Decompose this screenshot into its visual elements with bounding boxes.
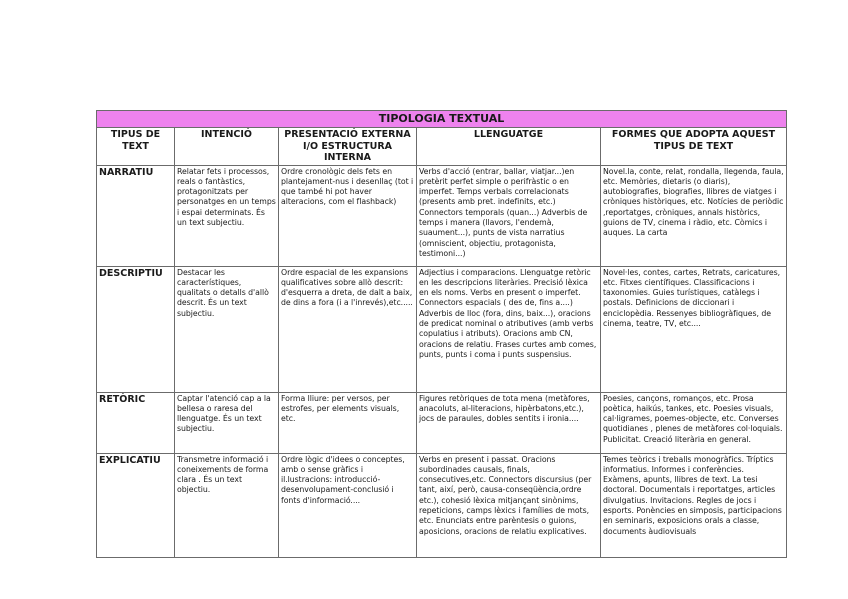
cell-intencio: Transmetre informació i coneixements de forma clara . És un text objectiu. [175, 453, 279, 557]
header-llenguatge: LLENGUATGE [417, 128, 601, 166]
cell-intencio: Relatar fets i processos, reals o fantàstics, protagonitzats per personatges en un temps i espai determinats. És un text subjectiu. [175, 165, 279, 266]
cell-llenguatge: Verbs d'acció (entrar, ballar, viatjar...)en pretèrit perfet simple o perifràstic o en imperfet. Temps verbals correlacionats (presents amb pret. indefinits, etc.) Connectors temporals (quan...) Adverbis de temps i manera (llavors, l'endemà, suaument...), punts de vista narratius (omniscient, objectiu, protagonista, testimoni...) [417, 165, 601, 266]
cell-presentacio: Ordre espacial de les expansions qualificatives sobre allò descrit: d'esquerra a dreta, de dalt a baix, de dins a fora (i a l'inrevés),etc..... [279, 266, 417, 392]
header-tipus: TIPUS DE TEXT [97, 128, 175, 166]
typology-table [96, 110, 787, 558]
cell-presentacio: Forma lliure: per versos, per estrofes, per elements visuals, etc. [279, 392, 417, 453]
cell-presentacio: Ordre cronològic dels fets en plantejament-nus i desenllaç (tot i que també hi pot haver alteracions, com el flashback) [279, 165, 417, 266]
cell-intencio: Captar l'atenció cap a la bellesa o raresa del llenguatge. És un text subjectiu. [175, 392, 279, 453]
row-type-label: NARRATIU [97, 165, 175, 266]
cell-llenguatge: Adjectius i comparacions. Llenguatge retòric en les descripcions literàries. Precisió lèxica en els noms. Verbs en present o imperfet. Connectors espacials ( des de, fins a....) Adverbis de lloc (fora, dins, baix...), oracions de predicat nominal o atributives (amb verbs copulatius i atributs). Oracions amb CN, oracions de relatiu. Frases curtes amb comes, punts, punts i coma i punts suspensius. [417, 266, 601, 392]
cell-formes: Temes teòrics i treballs monogràfics. Tríptics informatius. Informes i conferències. Exàmens, apunts, llibres de text. La tesi doctoral. Documentals i reportatges, articles divulgatius. Invitacions. Regles de jocs i esports. Ponències en simposis, participacions en seminaris, exposicions orals a classe, documents àudiovisuals [601, 453, 787, 557]
cell-llenguatge: Verbs en present i passat. Oracions subordinades causals, finals, consecutives,etc. Connectors discursius (per tant, així, però, causa-conseqüència,ordre etc.), cohesió lèxica mitjançant sinònims, repeticions, camps lèxics i famílies de mots, etc. Enunciats entre parèntesis o guions, aposicions, oracions de relatiu explicatives. [417, 453, 601, 557]
cell-intencio: Destacar les característiques, qualitats o detalls d'allò descrit. És un text subjectiu. [175, 266, 279, 392]
table-row [97, 266, 787, 392]
header-intencio: INTENCIÓ [175, 128, 279, 166]
header-formes: FORMES QUE ADOPTA AQUEST TIPUS DE TEXT [601, 128, 787, 166]
cell-formes: Novel·les, contes, cartes, Retrats, caricatures, etc. Fitxes científiques. Classificacions i taxonomies. Guies turístiques, catàlegs i postals. Definicions de diccionari i enciclopèdia. Ressenyes bibliogràfiques, de cinema, teatre, TV, etc.... [601, 266, 787, 392]
cell-formes: Poesies, cançons, romanços, etc. Prosa poètica, haikús, tankes, etc. Poesies visuals, cal·ligrames, poemes-objecte, etc. Converses quotidianes , plenes de metàfores col·loquials. Publicitat. Creació literària en general. [601, 392, 787, 453]
cell-presentacio: Ordre lògic d'idees o conceptes, amb o sense gràfics i il.lustracions: introducció-desenvolupament-conclusió i fonts d'informació.... [279, 453, 417, 557]
table-row [97, 165, 787, 266]
table-title: TIPOLOGIA TEXTUAL [97, 111, 787, 128]
header-presentacio: PRESENTACIÓ EXTERNA I/O ESTRUCTURA INTERNA [279, 128, 417, 166]
table-row [97, 392, 787, 453]
row-type-label: EXPLICATIU [97, 453, 175, 557]
document-page [96, 110, 786, 558]
row-type-label: RETÒRIC [97, 392, 175, 453]
table-row [97, 453, 787, 557]
cell-formes: Novel.la, conte, relat, rondalla, llegenda, faula, etc. Memòries, dietaris (o diaris), autobiografies, biografies, llibres de viatges i cròniques històriques, etc. Notícies de periòdic ,reportatges, cròniques, annals històrics, guions de TV, cinema i ràdio, etc. Còmics i auques. La carta [601, 165, 787, 266]
cell-llenguatge: Figures retòriques de tota mena (metàfores, anacoluts, al-literacions, hipèrbatons,etc.), jocs de paraules, dobles sentits i ironia.... [417, 392, 601, 453]
row-type-label: DESCRIPTIU [97, 266, 175, 392]
